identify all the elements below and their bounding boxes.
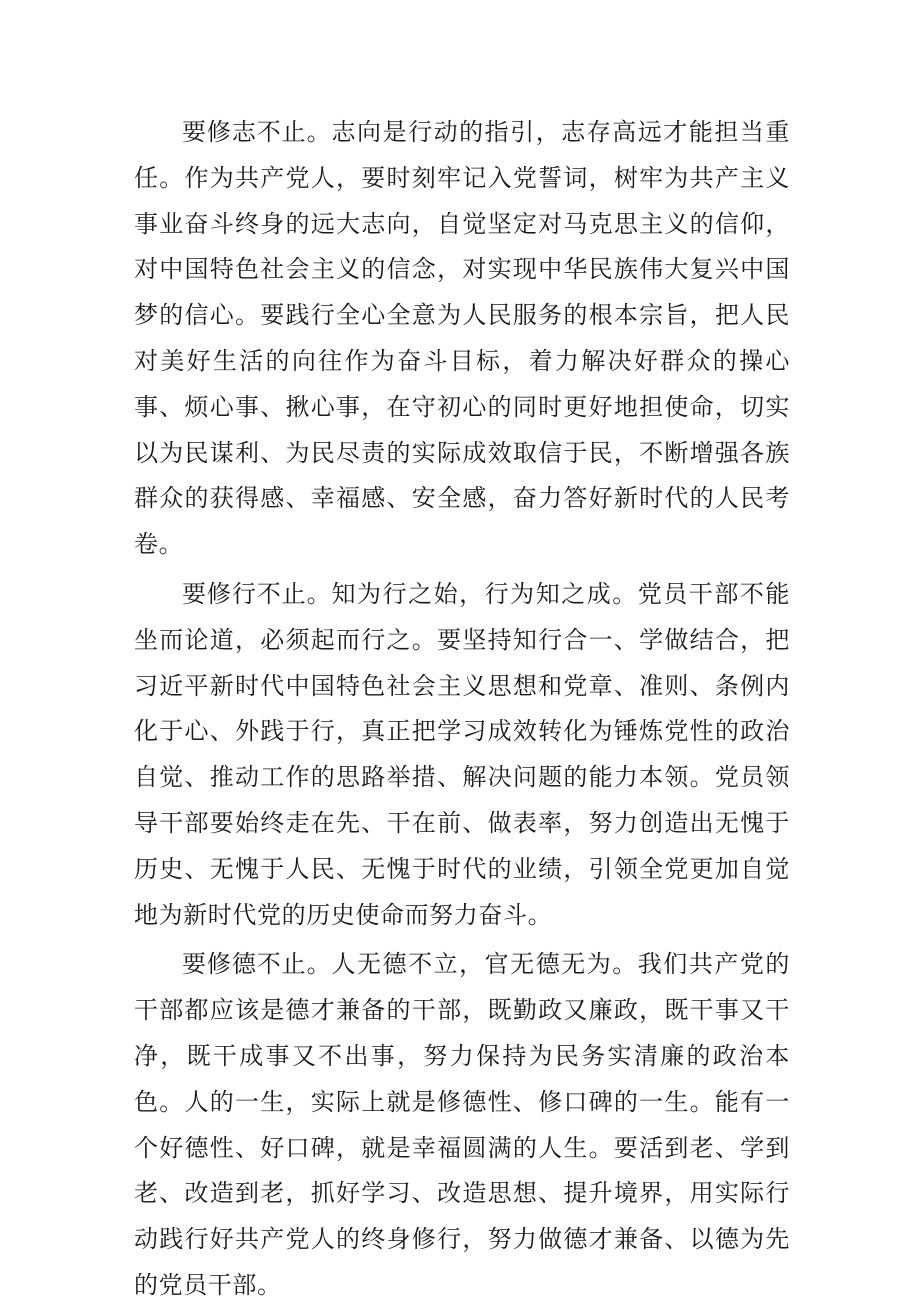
paragraph-text: 志向是行动的指引，志存高远才能担当重任。作为共产党人，要时刻牢记入党誓词，树牢为共产主义事业奋斗终身的远大志向，自觉坚定对马克思主义的信仰，对中国特色社会主义的信念，对实现中华民族伟大复兴中国梦的信心。要践行全心全意为人民服务的根本宗旨，把人民对美好生活的向往作为奋斗目标，着力解决好群众的操心事、烦心事、揪心事，在守初心的同时更好地担使命，切实以为民谋利、为民尽责的实际成效取信于民，不断增强各族群众的获得感、幸福感、安全感，奋力答好新时代的人民考卷。 [134, 118, 790, 559]
paragraph-heading: 要修行不止。 [182, 579, 332, 608]
paragraph-text: 人无德不立，官无德无为。我们共产党的干部都应该是德才兼备的干部，既勤政又廉政，既干事又干净，既干成事又不出事，努力保持为民务实清廉的政治本色。人的一生，实际上就是修德性、修口碑的一生。能有一个好德性、好口碑，就是幸福圆满的人生。要活到老、学到老、改造到老，抓好学习、改造思想、提升境界，用实际行动践行好共产党人的终身修行，努力做德才兼备、以德为先的党员干部。 [134, 950, 790, 1299]
document-body [134, 110, 790, 1309]
paragraph-heading: 要修志不止。 [182, 118, 332, 146]
paragraph-heading: 要修德不止。 [182, 950, 332, 979]
paragraph-action [134, 572, 790, 938]
paragraph-text: 知为行之始，行为知之成。党员干部不能坐而论道，必须起而行之。要坚持知行合一、学做结合，把习近平新时代中国特色社会主义思想和党章、准则、条例内化于心、外践于行，真正把学习成效转化为锤炼党性的政治自觉、推动工作的思路举措、解决问题的能力本领。党员领导干部要始终走在先、干在前、做表率，努力创造出无愧于历史、无愧于人民、无愧于时代的业绩，引领全党更加自觉地为新时代党的历史使命而努力奋斗。 [134, 579, 790, 929]
paragraph-virtue [134, 942, 790, 1308]
paragraph-aspiration [134, 110, 790, 568]
